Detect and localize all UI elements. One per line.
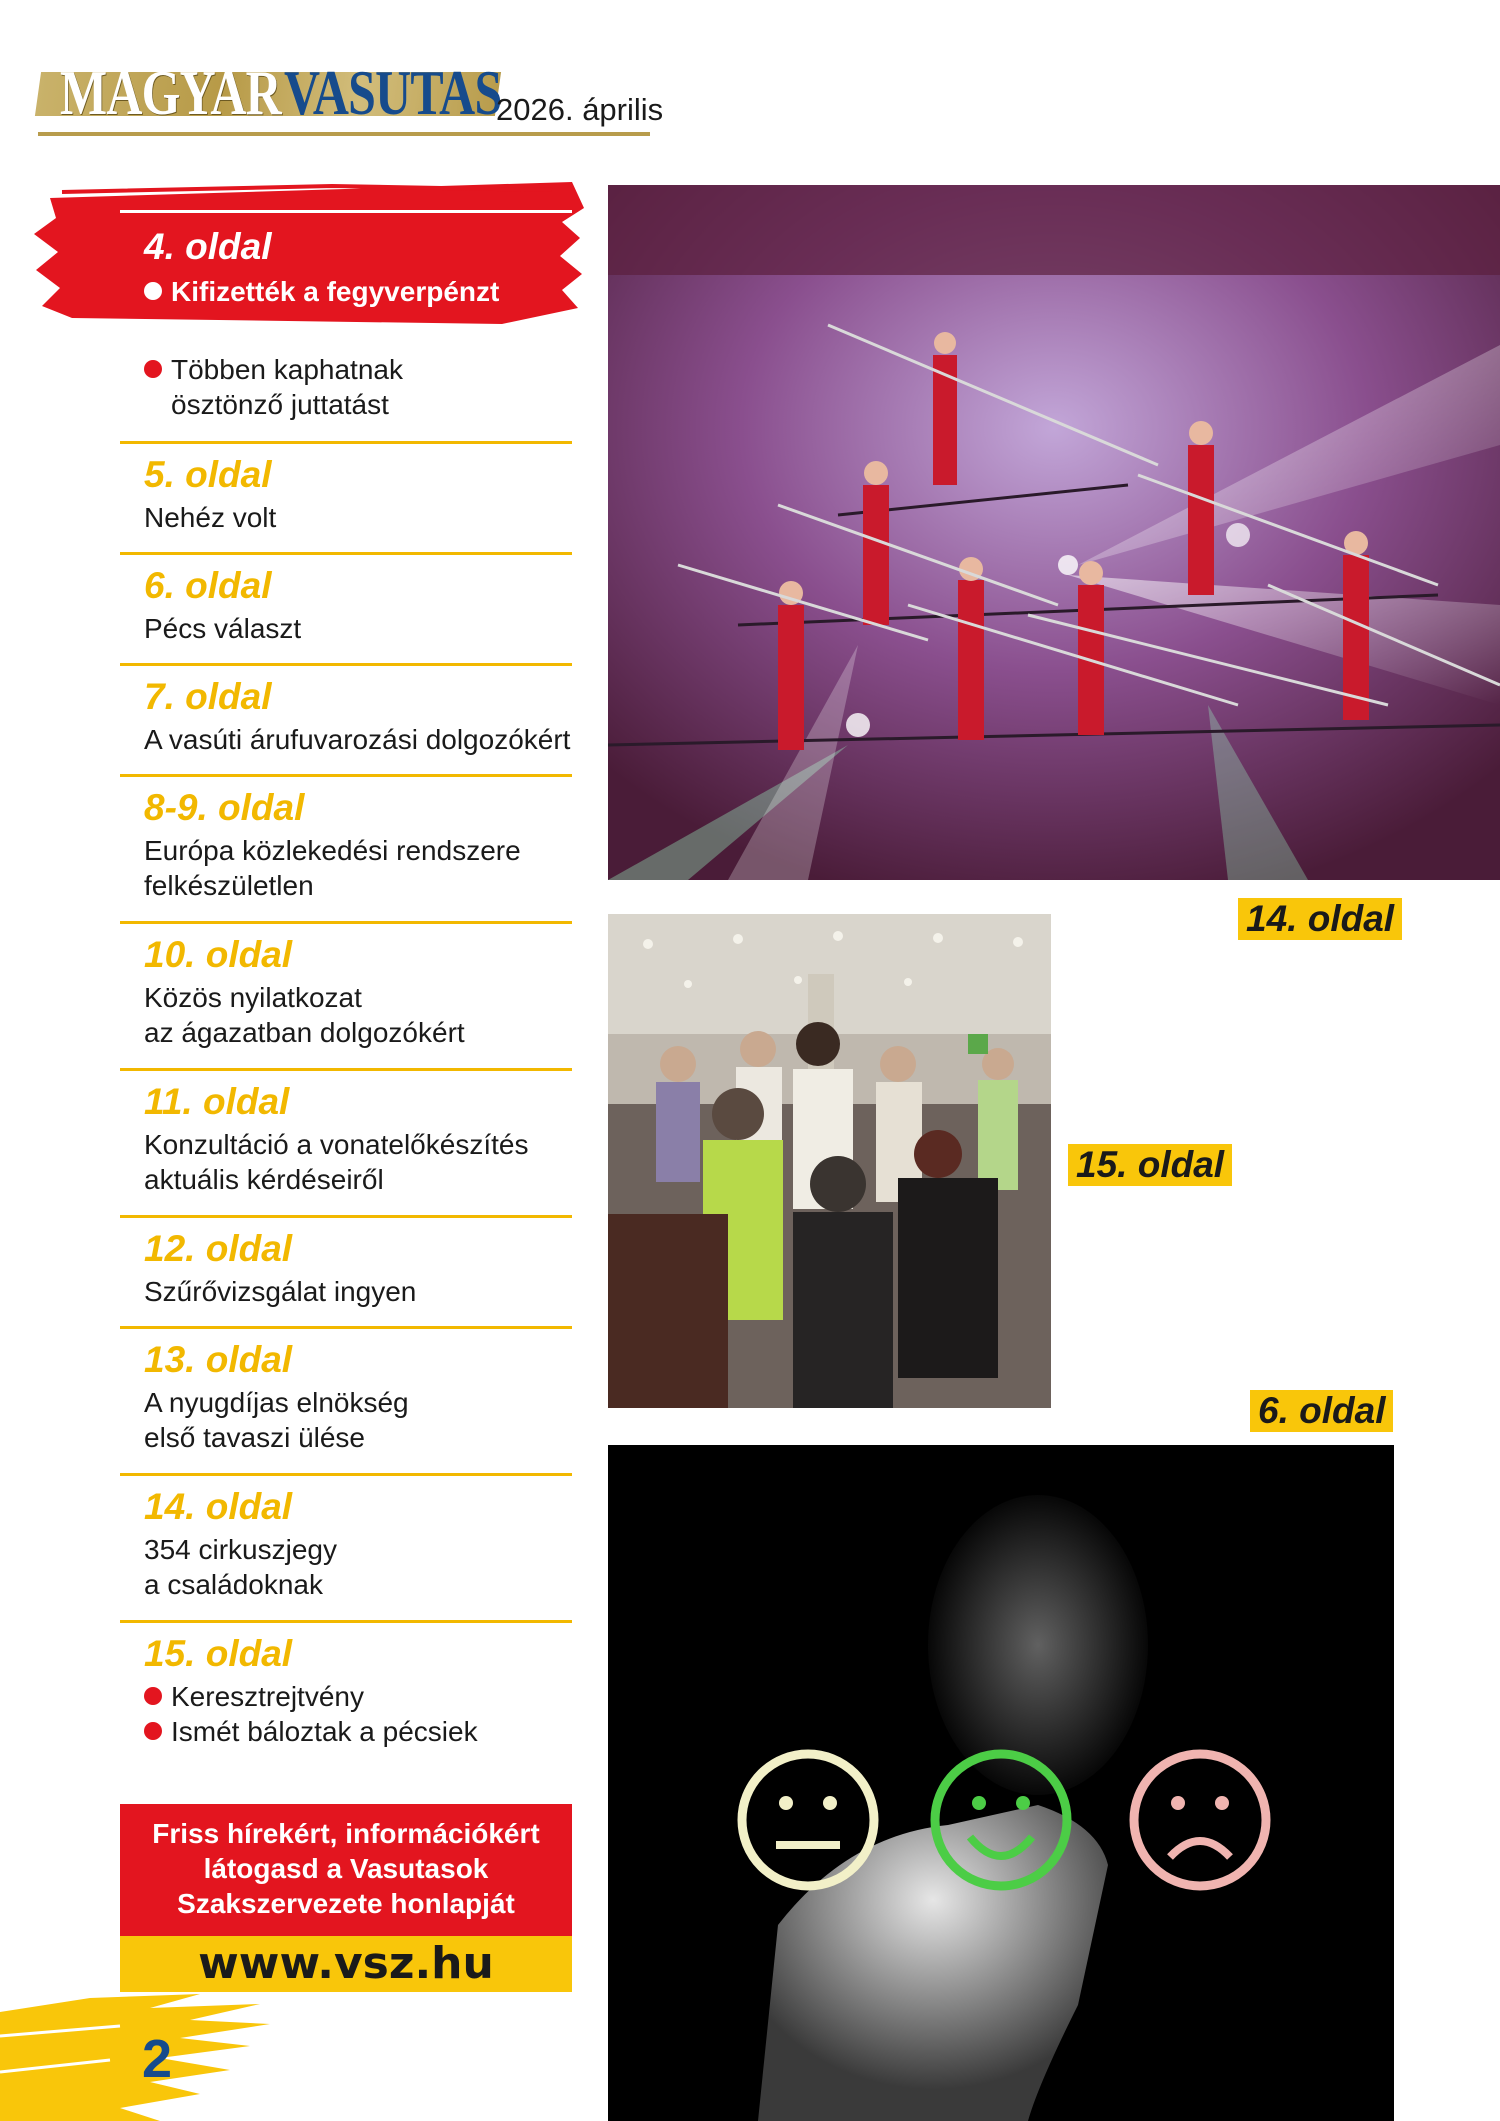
toc-headline: 354 cirkuszjegy a családoknak	[144, 1534, 337, 1600]
bullet-icon	[144, 1722, 162, 1740]
toc-entry-10[interactable]	[120, 924, 572, 1071]
ball-image	[608, 914, 1051, 1408]
photo-tag-14: 14. oldal	[1238, 898, 1402, 940]
toc-page-label: 5. oldal	[144, 454, 272, 495]
toc-headline: Közös nyilatkozat az ágazatban dolgozókért	[144, 982, 465, 1048]
toc-headline: Nehéz volt	[144, 502, 277, 533]
bullet-icon	[144, 1687, 162, 1705]
toc-entry-15[interactable]	[120, 1623, 572, 1763]
feedback-photo	[608, 1445, 1394, 2121]
promo-text: Friss hírekért, információkért látogasd a Vasutasok Szakszervezete honlapját	[120, 1804, 572, 1936]
toc-page-label: 8-9. oldal	[144, 787, 305, 828]
toc-page-label: 7. oldal	[144, 676, 272, 717]
toc-entry-14[interactable]	[120, 1476, 572, 1623]
masthead-rule	[38, 132, 650, 136]
masthead	[38, 52, 664, 134]
toc-entry-11[interactable]	[120, 1071, 572, 1218]
issue-date: 2026. április	[496, 92, 664, 127]
promo-box	[120, 1804, 572, 1992]
bullet-icon	[144, 360, 162, 378]
toc-entry-4[interactable]	[120, 210, 572, 325]
yellow-brush-stroke	[0, 1990, 280, 2121]
toc-page-label: 10. oldal	[144, 934, 293, 975]
toc-page-label: 14. oldal	[144, 1486, 293, 1527]
photo-tag-6: 6. oldal	[1250, 1390, 1393, 1432]
toc-headline: Konzultáció a vonatelőkészítés aktuális kérdéseiről	[144, 1129, 529, 1195]
masthead-title-vasutas: VASUTAS	[284, 57, 502, 128]
toc-headline: Európa közlekedési rendszere felkészületlen	[144, 835, 521, 901]
circus-photo	[608, 185, 1500, 880]
toc-headline: A vasúti árufuvarozási dolgozókért	[144, 724, 571, 755]
toc-page-label: 6. oldal	[144, 565, 272, 606]
website-link[interactable]: www.vsz.hu	[120, 1936, 572, 1992]
masthead-title-magyar: MAGYAR	[60, 57, 281, 128]
page-number: 2	[142, 2029, 173, 2089]
toc-entry-8-9[interactable]	[120, 777, 572, 924]
toc-entry-6[interactable]	[120, 555, 572, 666]
toc-entry-4-continued[interactable]	[120, 330, 572, 444]
photo-tag-15: 15. oldal	[1068, 1144, 1232, 1186]
bullet-icon	[144, 282, 162, 300]
toc-headline: Pécs választ	[144, 613, 302, 644]
ball-photo	[608, 914, 1051, 1408]
toc-entry-13[interactable]	[120, 1329, 572, 1476]
toc-entry-4-topline	[120, 210, 572, 213]
toc-headline: Keresztrejtvény Ismét báloztak a pécsiek	[144, 1679, 478, 1749]
toc-headline: A nyugdíjas elnökség első tavaszi ülése	[144, 1387, 409, 1453]
toc-page-label: 15. oldal	[144, 1633, 293, 1674]
toc-entry-7[interactable]	[120, 666, 572, 777]
toc-entry-5[interactable]	[120, 444, 572, 555]
toc-headline: Szűrővizsgálat ingyen	[144, 1276, 417, 1307]
toc-page-label: 12. oldal	[144, 1228, 293, 1269]
toc-page-label: 11. oldal	[144, 1081, 290, 1122]
toc-entry-12[interactable]	[120, 1218, 572, 1329]
toc-headline: Többen kaphatnak ösztönző juttatást	[144, 352, 403, 422]
toc-headline: Kifizették a fegyverpénzt	[144, 276, 499, 308]
toc-page-label: 13. oldal	[144, 1339, 293, 1380]
toc-page-label: 4. oldal	[144, 226, 272, 267]
circus-image	[608, 185, 1500, 880]
feedback-image	[608, 1445, 1394, 2121]
